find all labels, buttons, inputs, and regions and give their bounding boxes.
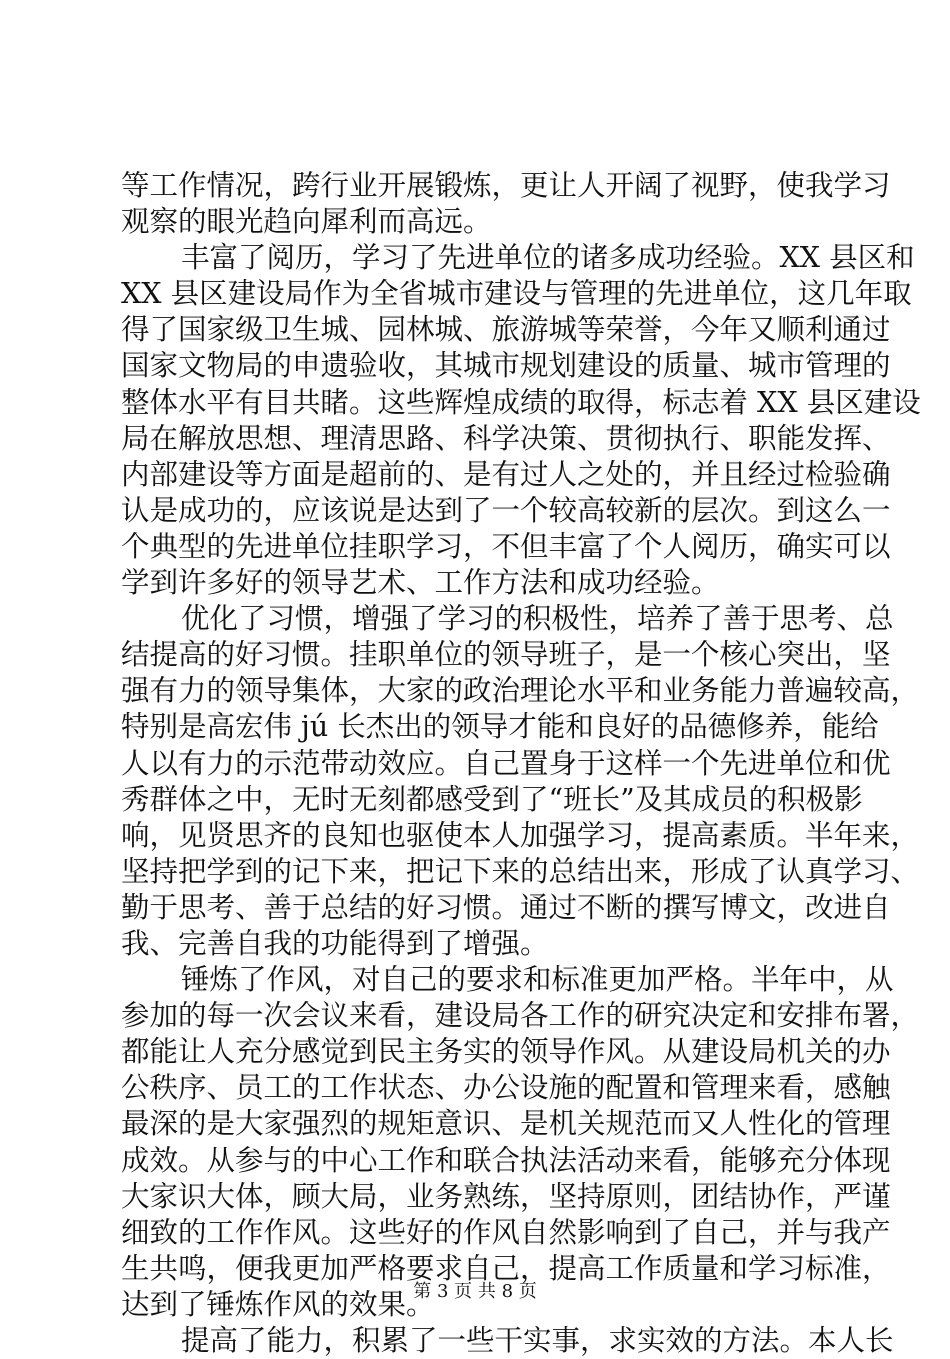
text-line: 勤于思考、善于总结的好习惯。通过不断的撰写博文，改进自 [121, 890, 891, 924]
text-line: 大家识大体，顾大局，业务熟练，坚持原则，团结协作，严谨 [121, 1179, 891, 1213]
text-line: 成效。从参与的中心工作和联合执法活动来看，能够充分体现 [121, 1143, 891, 1177]
paragraph-first-line: 锤炼了作风，对自己的要求和标准更加严格。半年中，从 [181, 963, 894, 997]
text-line: 参加的每一次会议来看，建设局各工作的研究决定和安排布署， [121, 999, 920, 1033]
text-line: 个典型的先进单位挂职学习，不但丰富了个人阅历，确实可以 [121, 529, 891, 563]
text-line: 特别是高宏伟 jú 长杰出的领导才能和良好的品德修养，能给 [121, 710, 879, 744]
text-line: XX 县区建设局作为全省城市建设与管理的先进单位，这几年取 [121, 277, 912, 311]
text-line: 达到了锤炼作风的效果。 [121, 1287, 435, 1321]
text-line: 强有力的领导集体，大家的政治理论水平和业务能力普遍较高， [121, 674, 920, 708]
text-line: 等工作情况，跨行业开展锻炼，更让人开阔了视野，使我学习 [121, 169, 891, 202]
text-line: 都能让人充分感觉到民主务实的领导作风。从建设局机关的办 [121, 1035, 891, 1069]
text-line: 内部建设等方面是超前的、是有过人之处的，并且经过检验确 [121, 457, 891, 491]
text-line: 坚持把学到的记下来，把记下来的总结出来，形成了认真学习、 [121, 854, 920, 888]
text-line: 认是成功的，应该说是达到了一个较高较新的层次。到这么一 [121, 493, 891, 527]
text-line: 细致的工作作风。这些好的作风自然影响到了自己，并与我产 [121, 1215, 891, 1249]
text-line: 观察的眼光趋向犀利而高远。 [121, 205, 492, 239]
text-line: 局在解放思想、理清思路、科学决策、贯彻执行、职能发挥、 [121, 421, 891, 455]
text-line: 整体水平有目共睹。这些辉煌成绩的取得，标志着 XX 县区建设 [121, 385, 921, 419]
text-line: 生共鸣，便我更加严格要求自己，提高工作质量和学习标准， [121, 1251, 891, 1285]
text-line: 秀群体之中，无时无刻都感受到了“班长”及其成员的积极影 [121, 782, 863, 816]
text-line: 响，见贤思齐的良知也驱使本人加强学习，提高素质。半年来， [121, 818, 920, 852]
paragraph-first-line: 丰富了阅历，学习了先进单位的诸多成功经验。XX 县区和 [181, 241, 915, 275]
paragraph-first-line: 优化了习惯，增强了学习的积极性，培养了善于思考、总 [181, 602, 894, 636]
text-line: 结提高的好习惯。挂职单位的领导班子，是一个核心突出，坚 [121, 638, 891, 672]
text-line: 国家文物局的申遗验收，其城市规划建设的质量、城市管理的 [121, 349, 891, 383]
text-line: 学到许多好的领导艺术、工作方法和成功经验。 [121, 566, 720, 600]
text-line: 最深的是大家强烈的规矩意识、是机关规范而又人性化的管理 [121, 1107, 891, 1141]
text-line: 得了国家级卫生城、园林城、旅游城等荣誉，今年又顺利通过 [121, 313, 891, 347]
text-line: 公秩序、员工的工作状态、办公设施的配置和管理来看，感触 [121, 1071, 891, 1105]
text-line: 人以有力的示范带动效应。自己置身于这样一个先进单位和优 [121, 746, 891, 780]
document-body [121, 168, 921, 1359]
text-line: 我、完善自我的功能得到了增强。 [121, 926, 549, 960]
page-footer: 第 3 页 共 8 页 [413, 1281, 537, 1302]
paragraph-first-line: 提高了能力，积累了一些干实事，求实效的方法。本人长 [181, 1324, 894, 1357]
